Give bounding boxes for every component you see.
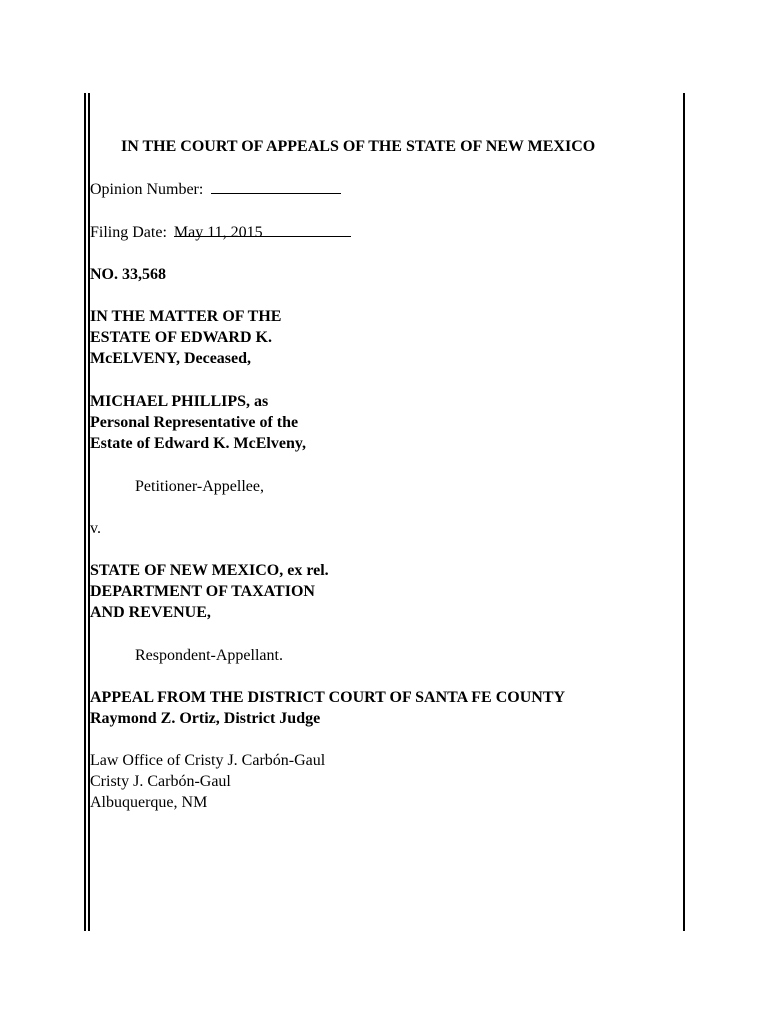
appeal-line-1: APPEAL FROM THE DISTRICT COURT OF SANTA FE COUNTY bbox=[90, 689, 566, 706]
petitioner-line-1: MICHAEL PHILLIPS, as bbox=[90, 393, 269, 410]
filing-date-label: Filing Date: bbox=[90, 224, 167, 241]
opinion-number-blank bbox=[211, 179, 341, 194]
respondent-role: Respondent-Appellant. bbox=[135, 647, 283, 664]
counsel-line-2: Cristy J. Carbón-Gaul bbox=[90, 773, 231, 790]
left-margin-rule-outer bbox=[84, 93, 86, 931]
right-margin-rule bbox=[683, 93, 685, 931]
opinion-number-line bbox=[90, 179, 341, 200]
respondent-line-3: AND REVENUE, bbox=[90, 604, 211, 621]
filing-date-field bbox=[173, 222, 351, 241]
versus: v. bbox=[90, 520, 101, 537]
petitioner-role: Petitioner-Appellee, bbox=[135, 478, 264, 495]
filing-date-value: May 11, 2015 bbox=[173, 224, 263, 241]
matter-line-3: McELVENY, Deceased, bbox=[90, 350, 252, 367]
matter-line-1: IN THE MATTER OF THE bbox=[90, 308, 282, 325]
opinion-number-label: Opinion Number: bbox=[90, 181, 204, 198]
court-title: IN THE COURT OF APPEALS OF THE STATE OF NEW MEXICO bbox=[121, 138, 596, 155]
counsel-line-3: Albuquerque, NM bbox=[90, 794, 208, 811]
petitioner-line-2: Personal Representative of the bbox=[90, 414, 299, 431]
filing-date-line bbox=[90, 222, 351, 243]
respondent-line-2: DEPARTMENT OF TAXATION bbox=[90, 583, 315, 600]
petitioner-line-3: Estate of Edward K. McElveny, bbox=[90, 435, 306, 452]
matter-line-2: ESTATE OF EDWARD K. bbox=[90, 329, 272, 346]
counsel-line-1: Law Office of Cristy J. Carbón-Gaul bbox=[90, 752, 326, 769]
respondent-line-1: STATE OF NEW MEXICO, ex rel. bbox=[90, 562, 329, 579]
case-number: NO. 33,568 bbox=[90, 266, 166, 283]
appeal-line-2: Raymond Z. Ortiz, District Judge bbox=[90, 710, 321, 727]
